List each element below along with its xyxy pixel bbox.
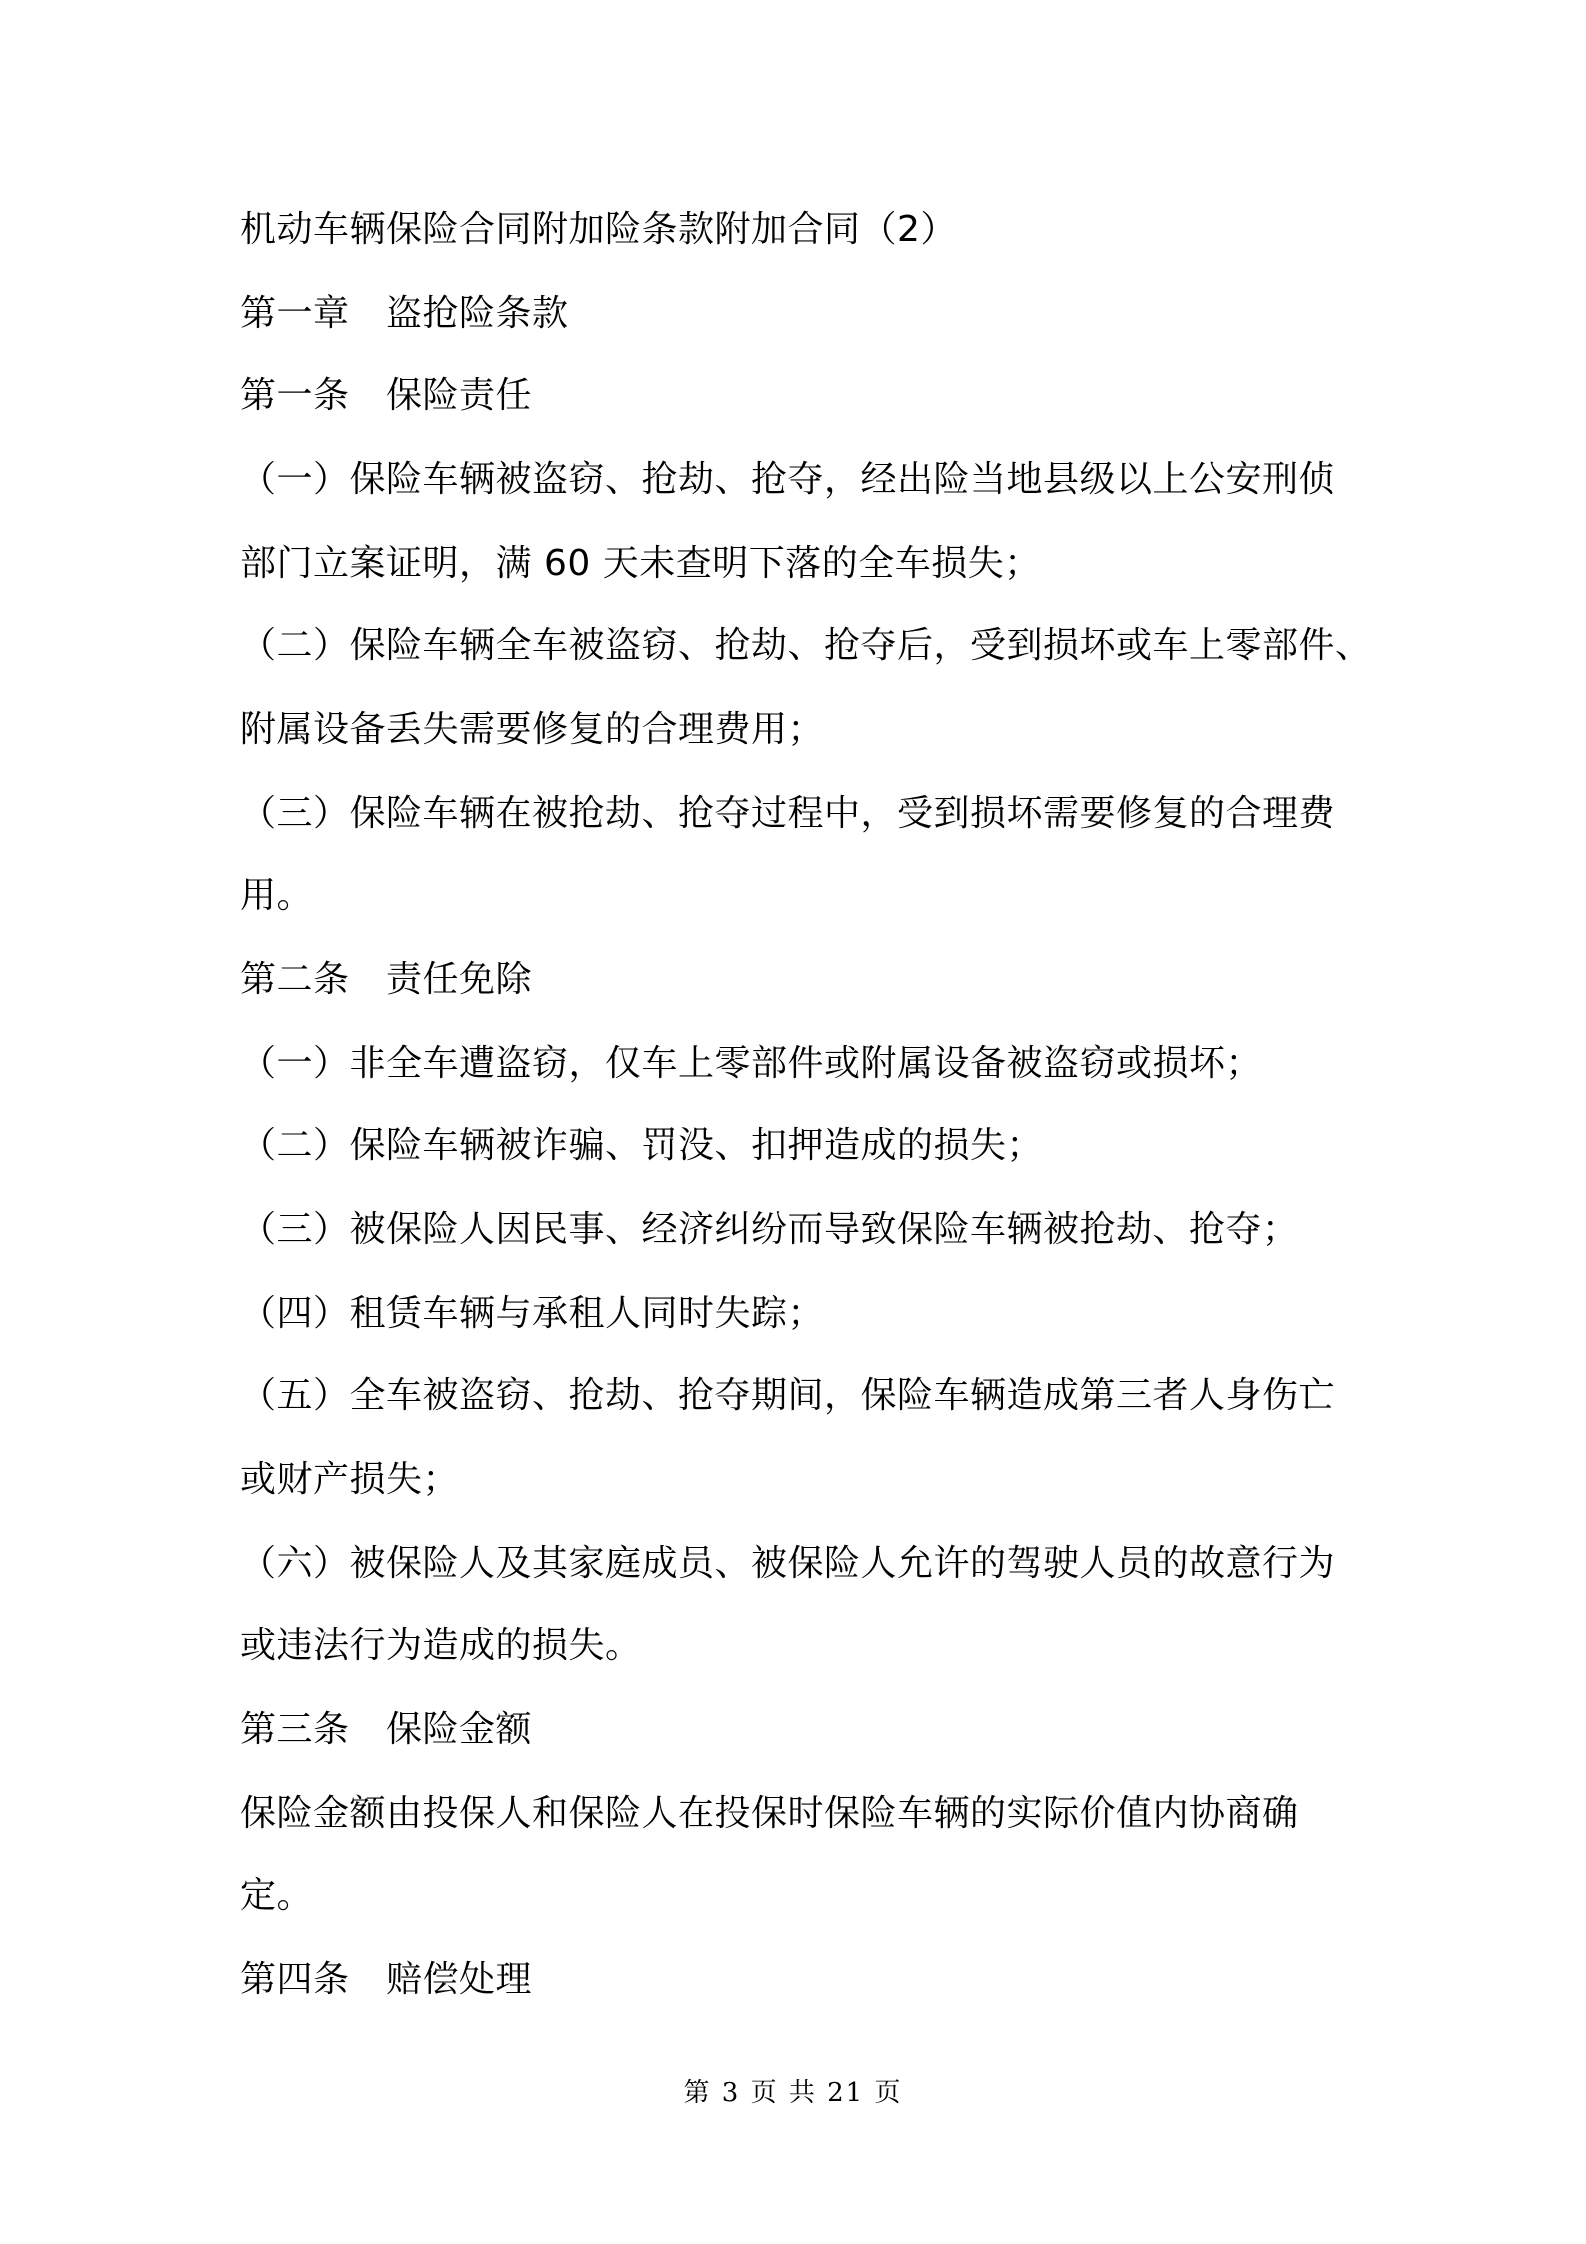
article-heading: 第三条 保险金额 <box>240 1709 533 1750</box>
clause-line: （五）全车被盗窃、抢劫、抢夺期间，保险车辆造成第三者人身伤亡 <box>240 1375 1336 1416</box>
document-title: 机动车辆保险合同附加险条款附加合同（2） <box>240 209 957 250</box>
clause-line: （六）被保险人及其家庭成员、被保险人允许的驾驶人员的故意行为 <box>240 1543 1336 1584</box>
article-heading: 第四条 赔偿处理 <box>240 1959 533 2000</box>
article-heading: 第二条 责任免除 <box>240 959 533 1000</box>
page-number: 第 3 页 共 21 页 <box>683 2078 903 2108</box>
clause-line: 定。 <box>240 1875 314 1916</box>
clause-line: 或财产损失； <box>240 1459 460 1500</box>
clause-line: （三）被保险人因民事、经济纠纷而导致保险车辆被抢劫、抢夺； <box>240 1209 1299 1250</box>
clause-line: （一）非全车遭盗窃，仅车上零部件或附属设备被盗窃或损坏； <box>240 1043 1263 1084</box>
clause-line: 或违法行为造成的损失。 <box>240 1625 642 1666</box>
clause-line: （四）租赁车辆与承租人同时失踪； <box>240 1293 825 1334</box>
clause-line: （一）保险车辆被盗窃、抢劫、抢夺，经出险当地县级以上公安刑侦 <box>240 459 1336 500</box>
clause-line: （三）保险车辆在被抢劫、抢夺过程中，受到损坏需要修复的合理费 <box>240 793 1336 834</box>
article-heading: 第一条 保险责任 <box>240 375 533 416</box>
clause-line: 用。 <box>240 875 314 916</box>
clause-line: （二）保险车辆全车被盗窃、抢劫、抢夺后，受到损坏或车上零部件、 <box>240 625 1372 666</box>
clause-line: 部门立案证明，满 60 天未查明下落的全车损失； <box>240 543 1041 584</box>
clause-line: 保险金额由投保人和保险人在投保时保险车辆的实际价值内协商确 <box>240 1793 1299 1834</box>
chapter-heading: 第一章 盗抢险条款 <box>240 293 569 334</box>
clause-line: （二）保险车辆被诈骗、罚没、扣押造成的损失； <box>240 1125 1044 1166</box>
clause-line: 附属设备丢失需要修复的合理费用； <box>240 709 825 750</box>
